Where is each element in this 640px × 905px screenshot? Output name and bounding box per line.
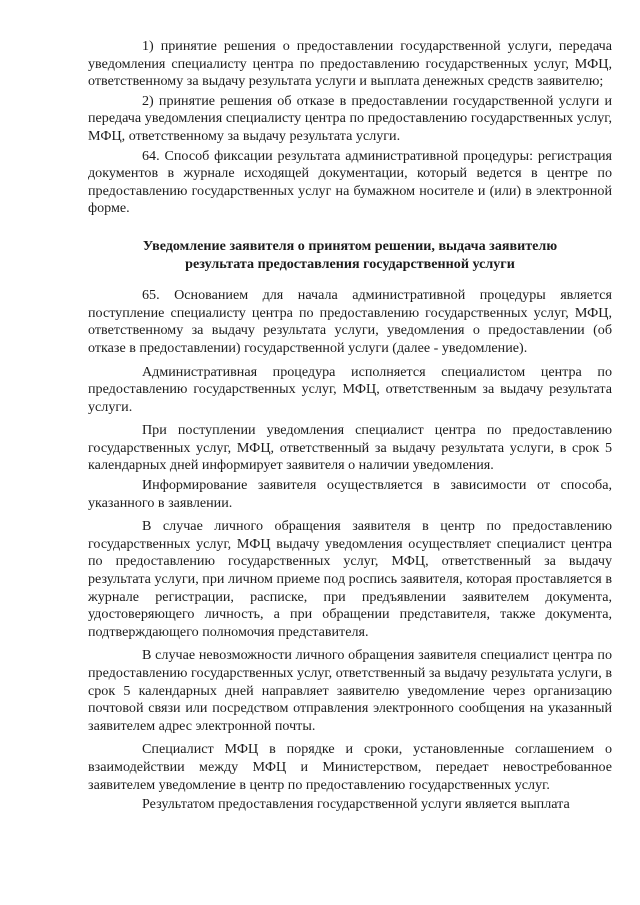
paragraph-notification-receipt: При поступлении уведомления специалист центра по предоставлению государственных услуг, МФЦ, ответственный за выдачу результата услуги, в срок 5 календарных дней информирует заявителя о наличии уведомления. (88, 422, 612, 474)
section-heading-line-2: результата предоставления государственной услуги (185, 255, 515, 272)
paragraph-procedure-executor: Административная процедура исполняется специалистом центра по предоставлению государственных услуг, МФЦ, ответственным за выдачу результата услуги. (88, 363, 612, 415)
paragraph-item-2: 2) принятие решения об отказе в предоставлении государственной услуги и передача уведомления специалисту центра по предоставлению государственных услуг, МФЦ, ответственному за выдачу результата услуги. (88, 92, 612, 144)
paragraph-no-personal-visit: В случае невозможности личного обращения заявителя специалист центра по предоставлению государственных услуг, ответственный за выдачу результата услуги, в срок 5 календарных дней направляет заявителю уведомление через организацию почтовой связи или посредством отправления электронного сообщения на указанный заявителем адрес электронной почты. (88, 647, 612, 734)
document-body (88, 38, 612, 814)
paragraph-informing-method: Информирование заявителя осуществляется в зависимости от способа, указанного в заявлении. (88, 477, 612, 511)
paragraph-service-result: Результатом предоставления государственной услуги является выплата (142, 796, 570, 813)
section-heading-line-1: Уведомление заявителя о принятом решении, выдача заявителю (142, 237, 558, 254)
paragraph-item-1: 1) принятие решения о предоставлении государственной услуги, передача уведомления специалисту центра по предоставлению государственных услуг, МФЦ, ответственному за выдачу результата услуги и выплата денежных средств заявителю; (88, 38, 612, 90)
paragraph-64: 64. Способ фиксации результата административной процедуры: регистрация документов в журнале исходящей документации, который ведется в центре по предоставлению государственных услуг на бумажном носителе и (или) в электронной форме. (88, 147, 612, 217)
paragraph-mfc-transfer: Специалист МФЦ в порядке и сроки, установленные соглашением о взаимодействии между МФЦ и Министерством, передает невостребованное заявителем уведомление в центр по предоставлению государственных услуг. (88, 741, 612, 793)
section-heading (88, 238, 612, 273)
paragraph-65: 65. Основанием для начала административной процедуры является поступление специалисту центра по предоставлению государственных услуг, МФЦ, ответственному за выдачу результата услуги, уведомления о предоставлении (об отказе в предоставлении) государственной услуги (далее - уведомление). (88, 287, 612, 356)
paragraph-personal-visit: В случае личного обращения заявителя в центр по предоставлению государственных услуг, МФЦ выдачу уведомления осуществляет специалист центра по предоставлению государственных услуг, МФЦ, ответственный за выдачу результата услуги, при личном приеме под роспись заявителя, которая проставляется в журнале регистрации, расписке, при предъявлении заявителем документа, удостоверяющего личность, а при обращении представителя, также документа, подтверждающего полномочия представителя. (88, 518, 612, 640)
